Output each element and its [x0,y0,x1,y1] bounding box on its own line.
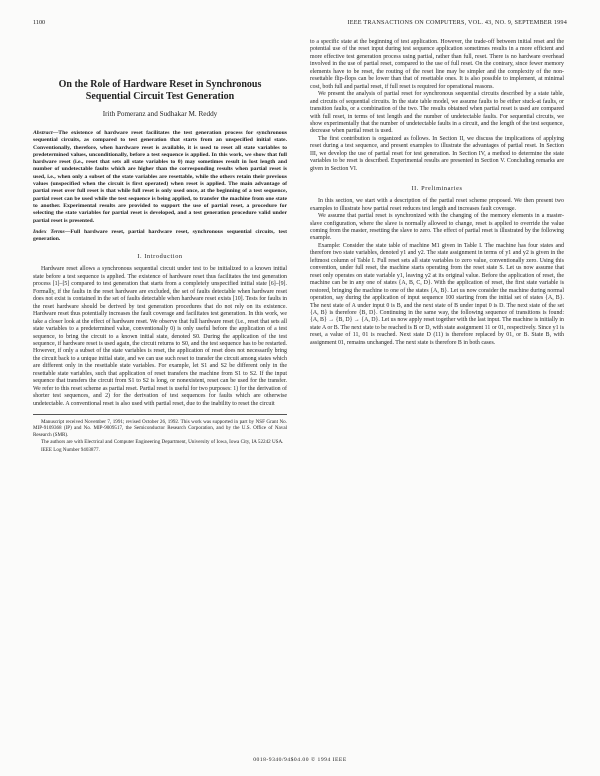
title-line-2: Sequential Circuit Test Generation [85,91,235,102]
paragraph: to a specific state at the beginning of test application. However, the trade-off between initial reset and the potential use of the reset input during test sequence application sometimes results in a more efficient and more effective test generation process using partial, rather than full, reset. There is no hardware overhead involved in the use of partial reset, compared to the use of full reset. On the contrary, since fewer memory elements have to be reset, the routing of the reset line may be simpler and the complexity of the non-resettable flip-flops can be lower than that of resettable ones. It is also possible to implement, at minimal cost, both full and partial reset, if full reset is required for operational reasons. [310,39,564,90]
index-terms-text: —Full hardware reset, partial hardware reset, synchronous sequential circuits, test generation. [33,228,287,243]
index-terms-lead: Index Terms [33,228,65,235]
page-footer-copyright: 0018-9340/94$04.00 © 1994 IEEE [253,757,347,763]
abstract-text: —The existence of hardware reset facilitates the test generation process for synchronous sequential circuits, as compared to test generation that starts from an unspecified initial state. Conventionally, therefore, when hardware reset is available, it is used to reset all state variables to predetermined values, unconditionally, before a test sequence is applied. In this work, we show that full hardware reset (i.e., reset that sets all state variables to 0) may sometimes result in lost length and number of undetectable faults which are higher than the corresponding results when partial reset is used, i.e., when only a subset of the state variables are resettable, while the others retain their previous values (unspecified when the circuit is first operated) when reset is applied. The main advantage of partial reset over full reset is that while full reset is only used once, at the beginning of a test sequence, partial reset can be used while the test sequence is being applied, to transfer the machine from one state to another. Experimental results are provided to support the use of partial reset, a procedure for selecting the state variables for partial reset is developed, and a test generation procedure valid under partial reset is presented. [33,130,287,224]
section-heading-preliminaries: II. Preliminaries [411,185,463,193]
section-heading-introduction: I. Introduction [137,253,183,261]
abstract-lead: Abstract [33,130,53,136]
footnote-divider [33,414,287,415]
paragraph: We assume that partial reset is synchronized with the changing of the memory elements in a master-slave configuration, where the slave is normally allowed to change, reset is applied to override the value coming from the master, resetting the slave to zero. The effect of partial reset is illustrated by the following example. [310,213,564,242]
footnote: Manuscript received November 7, 1991; revised October 26, 1992. This work was supported in part by NSF Grant No. MIP-9109368 (IP) and No. MIP-9009517, the Semiconductor Research Corporation, and by the U.S. Office of Naval Research (SMR). [33,419,287,438]
title-line-1: On the Role of Hardware Reset in Synchronous [58,79,262,90]
paragraph: Hardware reset allows a synchronous sequential circuit under test to be initialized to a known initial state before a test sequence is applied. The existence of hardware reset thus facilitates the test generation process [1]–[5] compared to test generation that starts from a completely unspecified initial state [6]–[9]. Formally, if the faults in the reset hardware are excluded, the set of faults detectable when hardware reset does not exist is contained in the set of faults detectable when hardware reset exists [10]. Tests for faults in the reset hardware should be derived by test generation procedures that do not rely on its existence. Hardware reset thus potentially increases the fault coverage and facilitates test generation. In this work, we take a closer look at the effect of hardware reset. We observe that full hardware reset (i.e., reset that sets all state variables to a predetermined value, conventionally 0) is only useful before the application of a test sequence, to bring the circuit to a known initial state, denoted S0. During the application of the test sequence, if hardware reset is used again, the circuit returns to S0, and the test sequence has to be restarted. However, if only a subset of the state variables is reset, the application of reset does not necessarily bring the circuit back to a unique initial state, and we can use such reset to transfer the circuit among states which are different only in the resettable state variables. For example, let S1 and S2 be different only in the resettable state variables, such that application of reset transfers the machine from S1 to S2. If the input sequence that transfers the circuit from S1 to S2 is long, or nonexistent, reset can be used for the transfer. We refer to this reset scheme as partial reset. Partial reset is useful for two purposes: 1) for the derivation of shorter test sequences, and 2) for the derivation of test sequences for faults which are otherwise undetectable. A conventional reset is also used with partial reset, due to the inability to reset the circuit [33,266,287,407]
paper-title [33,79,287,103]
running-header-journal: IEEE TRANSACTIONS ON COMPUTERS, VOL. 43, NO. 9, SEPTEMBER 1994 [347,19,567,26]
paragraph: Example: Consider the state table of machine M1 given in Table I. The machine has four states and therefore two state variables, denoted y1 and y2. The state assignment in terms of y1 and y2 is given in the leftmost column of Table I. Full reset sets all state variables to zero value, conventionally zero. Using this convention, under full reset, the machine starts operating from the reset state S. Let us now assume that reset only operates on state variable y1, leaving y2 at its original value. Before the application of reset, the machine can be in any one of states {A, B, C, D}. With the application of reset, the first state variable is restored, bringing the machine to one of the states {A, B}. Let us now consider the machine during normal operation, say during the application of input sequence 100 starting from the initial set of states {A, B}. The next state of A under input 0 is B, and the next state of B under input 0 is D. The next state of the set {A, B} is therefore {B, D}. Continuing in the same way, the following sequence of transitions is found: {A, B} → {B, D} → {A, D}. Let us now apply reset together with the last input. The machine is initially in state A or B. The next state to be reached is B or D, with state assignment 11 or 01, respectively. Since y1 is reset, a value of 11, 01 is reached. Next state D (11) is therefore replaced by 01, or B. State B, with assignment 01, remains unchanged. The next state is therefore B in both cases. [310,242,564,346]
footnote: IEEE Log Number 9403877. [41,446,100,453]
authors: Irith Pomeranz and Sudhakar M. Reddy [102,110,218,118]
footnote: The authors are with Electrical and Computer Engineering Department, University of Iowa, Iowa City, IA 52242 USA. [41,439,284,446]
abstract [33,130,287,225]
paragraph: We present the analysis of partial reset for synchronous sequential circuits described by a state table, and circuits of sequential circuits. In the state table model, we assume faults to be either stuck-at faults, or transition faults, or a combination of the two. The results obtained when partial reset is used are compared with full reset, in terms of test length and the number of undetectable faults. For sequential circuits, we show experimentally that the number of undetectable faults in a circuit, and the length of the test sequence, decrease when partial reset is used. [310,91,564,135]
paragraph: The first contribution is organized as follows. In Section II, we discuss the implications of applying reset during a test sequence, and present examples to illustrate the advantages of partial reset. In Section III, we develop the use of partial reset for test generation. In Section IV, a method to determine the state variables to be reset is described. Experimental results are presented in Section V. Concluding remarks are given in Section VI. [310,135,564,172]
index-terms [33,229,287,244]
right-column [310,19,564,347]
running-header-page-number: 1100 [33,19,46,26]
paragraph: In this section, we start with a description of the partial reset scheme proposed. We then present two examples to illustrate how partial reset reduces test length and increases fault coverage. [310,198,564,212]
left-column [33,39,287,454]
